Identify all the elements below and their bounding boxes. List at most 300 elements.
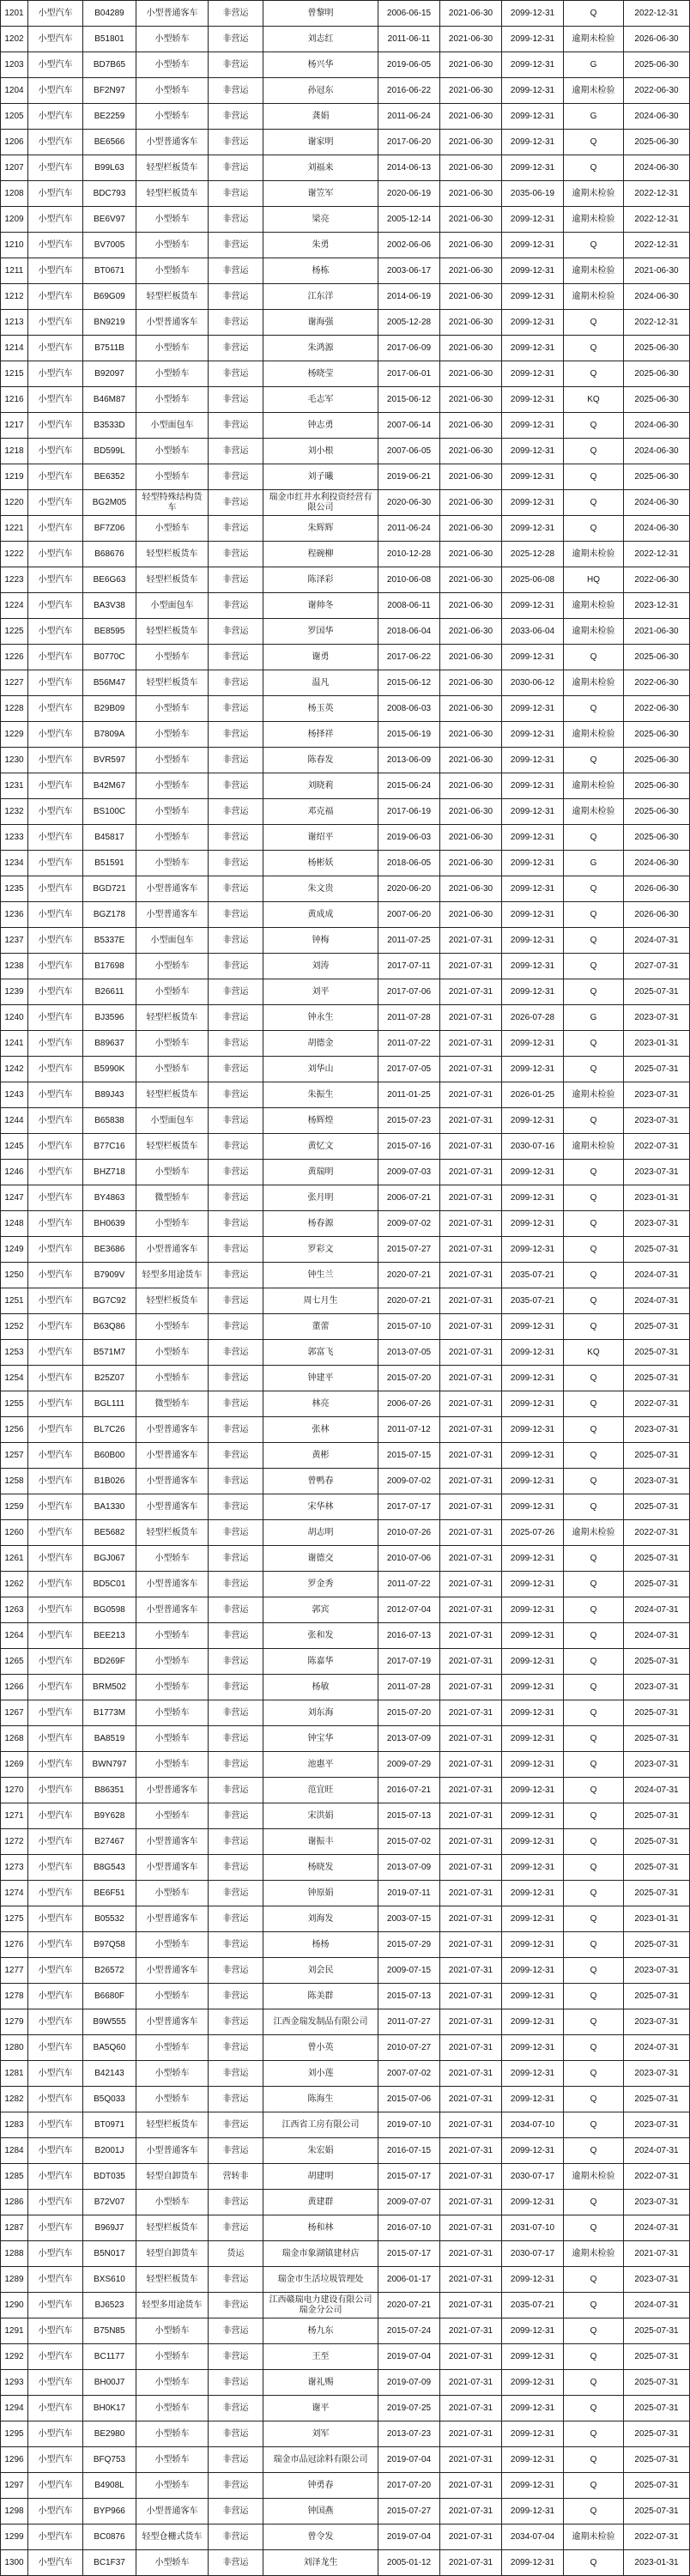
inspection-start-date: 2021-07-31 (440, 1469, 502, 1494)
registration-date: 2019-06-05 (378, 52, 440, 77)
usage-nature: 非营运 (209, 1778, 263, 1803)
vehicle-class: 小型汽车 (28, 439, 83, 464)
registration-date: 2011-07-22 (378, 1031, 440, 1056)
row-index: 1263 (1, 1597, 28, 1622)
owner-name: 杨择祥 (263, 722, 378, 747)
vehicle-class: 小型汽车 (28, 593, 83, 618)
inspection-status: Q (564, 1700, 624, 1725)
registration-date: 2015-06-19 (378, 722, 440, 747)
table-row (1, 1005, 690, 1031)
inspection-status: Q (564, 1649, 624, 1674)
row-index: 1247 (1, 1185, 28, 1210)
inspection-start-date: 2021-07-31 (440, 2318, 502, 2343)
table-row (1, 1906, 690, 1932)
vehicle-type: 小型轿车 (136, 748, 209, 773)
plate-number: BGJ067 (83, 1546, 136, 1571)
registration-date: 2014-06-19 (378, 284, 440, 309)
inspection-valid-until: 2023-07-31 (624, 1160, 690, 1185)
table-row (1, 2061, 690, 2087)
inspection-valid-until: 2027-07-31 (624, 954, 690, 979)
scrap-date: 2026-01-25 (502, 1082, 564, 1107)
usage-nature: 非营运 (209, 1031, 263, 1056)
vehicle-class: 小型汽车 (28, 1417, 83, 1442)
inspection-valid-until: 2024-06-30 (624, 851, 690, 876)
plate-number: BH0639 (83, 1211, 136, 1236)
table-row (1, 2267, 690, 2293)
plate-number: B77C16 (83, 1134, 136, 1159)
owner-name: 杨栋 (263, 258, 378, 283)
scrap-date: 2034-07-04 (502, 2524, 564, 2549)
usage-nature: 非营运 (209, 516, 263, 541)
inspection-status: Q (564, 2421, 624, 2446)
scrap-date: 2099-12-31 (502, 2035, 564, 2060)
row-index: 1249 (1, 1237, 28, 1262)
plate-number: B9Y628 (83, 1803, 136, 1828)
usage-nature: 营转非 (209, 2164, 263, 2189)
vehicle-class: 小型汽车 (28, 1649, 83, 1674)
inspection-status: 逾期未检验 (564, 1520, 624, 1545)
plate-number: B0770C (83, 645, 136, 670)
inspection-valid-until: 2024-07-31 (624, 1778, 690, 1803)
inspection-start-date: 2021-06-30 (440, 361, 502, 386)
plate-number: BG2M05 (83, 490, 136, 515)
plate-number: B97Q58 (83, 1932, 136, 1957)
row-index: 1255 (1, 1391, 28, 1416)
row-index: 1203 (1, 52, 28, 77)
plate-number: BYP966 (83, 2499, 136, 2524)
vehicle-type: 小型普通客车 (136, 902, 209, 927)
plate-number: BE8595 (83, 619, 136, 644)
registration-date: 2019-07-25 (378, 2396, 440, 2421)
table-row (1, 1984, 690, 2009)
inspection-start-date: 2021-06-30 (440, 670, 502, 695)
vehicle-class: 小型汽车 (28, 464, 83, 489)
row-index: 1221 (1, 516, 28, 541)
inspection-start-date: 2021-07-31 (440, 1932, 502, 1957)
vehicle-type: 小型轿车 (136, 258, 209, 283)
inspection-valid-until: 2025-07-31 (624, 2421, 690, 2446)
table-row (1, 2499, 690, 2524)
owner-name: 张月明 (263, 1185, 378, 1210)
usage-nature: 非营运 (209, 1263, 263, 1288)
registration-date: 2015-07-17 (378, 2164, 440, 2189)
registration-date: 2015-07-06 (378, 2087, 440, 2112)
inspection-valid-until: 2023-07-31 (624, 2061, 690, 2086)
inspection-status: Q (564, 310, 624, 335)
table-row (1, 490, 690, 516)
registration-date: 2015-07-13 (378, 1803, 440, 1828)
vehicle-type: 轻型仓栅式货车 (136, 2524, 209, 2549)
inspection-valid-until: 2023-07-31 (624, 1675, 690, 1700)
inspection-status: Q (564, 1237, 624, 1262)
usage-nature: 非营运 (209, 902, 263, 927)
inspection-status: KQ (564, 1340, 624, 1365)
scrap-date: 2099-12-31 (502, 954, 564, 979)
table-row (1, 954, 690, 979)
registration-date: 2010-06-08 (378, 567, 440, 592)
usage-nature: 非营运 (209, 130, 263, 155)
inspection-start-date: 2021-07-31 (440, 2473, 502, 2498)
usage-nature: 非营运 (209, 1932, 263, 1957)
inspection-valid-until: 2024-06-30 (624, 439, 690, 464)
plate-number: BE6V97 (83, 207, 136, 232)
inspection-valid-until: 2025-07-31 (624, 2447, 690, 2472)
table-row (1, 1237, 690, 1263)
usage-nature: 非营运 (209, 1160, 263, 1185)
scrap-date: 2034-07-10 (502, 2112, 564, 2137)
plate-number: B65838 (83, 1108, 136, 1133)
usage-nature: 非营运 (209, 78, 263, 103)
owner-name: 杨九东 (263, 2318, 378, 2343)
vehicle-class: 小型汽车 (28, 1700, 83, 1725)
plate-number: BD599L (83, 439, 136, 464)
vehicle-class: 小型汽车 (28, 130, 83, 155)
scrap-date: 2099-12-31 (502, 1623, 564, 1648)
inspection-start-date: 2021-07-31 (440, 1649, 502, 1674)
inspection-status: Q (564, 2550, 624, 2575)
registration-date: 2016-07-10 (378, 2215, 440, 2240)
table-row (1, 799, 690, 825)
usage-nature: 非营运 (209, 696, 263, 721)
vehicle-type: 小型面包车 (136, 413, 209, 438)
plate-number: B25Z07 (83, 1366, 136, 1391)
plate-number: B46M87 (83, 387, 136, 412)
usage-nature: 非营运 (209, 2344, 263, 2369)
registration-date: 2013-07-05 (378, 1340, 440, 1365)
plate-number: BDT035 (83, 2164, 136, 2189)
row-index: 1225 (1, 619, 28, 644)
row-index: 1284 (1, 2138, 28, 2163)
usage-nature: 非营运 (209, 2370, 263, 2395)
usage-nature: 非营运 (209, 2112, 263, 2137)
inspection-status: Q (564, 954, 624, 979)
plate-number: B7511B (83, 336, 136, 361)
vehicle-type: 小型普通客车 (136, 2499, 209, 2524)
scrap-date: 2030-06-12 (502, 670, 564, 695)
vehicle-class: 小型汽车 (28, 928, 83, 953)
inspection-status: Q (564, 2473, 624, 2498)
registration-date: 2005-12-14 (378, 207, 440, 232)
usage-nature: 非营运 (209, 464, 263, 489)
owner-name: 范宜旺 (263, 1778, 378, 1803)
scrap-date: 2099-12-31 (502, 1391, 564, 1416)
owner-name: 郭宾 (263, 1597, 378, 1622)
inspection-valid-until: 2022-12-31 (624, 207, 690, 232)
inspection-valid-until: 2024-07-31 (624, 2138, 690, 2163)
inspection-status: Q (564, 1752, 624, 1777)
row-index: 1294 (1, 2396, 28, 2421)
registration-date: 2003-06-17 (378, 258, 440, 283)
row-index: 1258 (1, 1469, 28, 1494)
table-row (1, 851, 690, 876)
inspection-status: Q (564, 2370, 624, 2395)
inspection-start-date: 2021-07-31 (440, 1623, 502, 1648)
inspection-start-date: 2021-06-30 (440, 773, 502, 798)
vehicle-class: 小型汽车 (28, 336, 83, 361)
inspection-valid-until: 2025-06-30 (624, 52, 690, 77)
vehicle-type: 小型轿车 (136, 52, 209, 77)
row-index: 1276 (1, 1932, 28, 1957)
inspection-start-date: 2021-07-31 (440, 1057, 502, 1082)
usage-nature: 非营运 (209, 155, 263, 180)
registration-date: 2014-06-13 (378, 155, 440, 180)
row-index: 1223 (1, 567, 28, 592)
registration-date: 2009-07-15 (378, 1958, 440, 1983)
plate-number: B3533D (83, 413, 136, 438)
row-index: 1269 (1, 1752, 28, 1777)
vehicle-type: 小型轿车 (136, 207, 209, 232)
vehicle-type: 小型轿车 (136, 2550, 209, 2575)
row-index: 1260 (1, 1520, 28, 1545)
vehicle-type: 小型轿车 (136, 722, 209, 747)
owner-name: 黄建群 (263, 2190, 378, 2215)
registration-date: 2019-07-10 (378, 2112, 440, 2137)
row-index: 1231 (1, 773, 28, 798)
inspection-valid-until: 2023-07-31 (624, 2112, 690, 2137)
usage-nature: 非营运 (209, 619, 263, 644)
usage-nature: 非营运 (209, 773, 263, 798)
usage-nature: 非营运 (209, 181, 263, 206)
usage-nature: 非营运 (209, 954, 263, 979)
inspection-valid-until: 2023-01-31 (624, 2550, 690, 2575)
registration-date: 2016-07-15 (378, 2138, 440, 2163)
vehicle-type: 小型普通客车 (136, 1829, 209, 1854)
scrap-date: 2099-12-31 (502, 748, 564, 773)
inspection-status: Q (564, 1597, 624, 1622)
vehicle-type: 小型轿车 (136, 2318, 209, 2343)
registration-date: 2011-01-25 (378, 1082, 440, 1107)
inspection-start-date: 2021-07-31 (440, 2396, 502, 2421)
plate-number: B42M67 (83, 773, 136, 798)
owner-name: 钟勇春 (263, 2473, 378, 2498)
inspection-status: Q (564, 516, 624, 541)
usage-nature: 货运 (209, 2241, 263, 2266)
inspection-status: Q (564, 2061, 624, 2086)
row-index: 1226 (1, 645, 28, 670)
registration-date: 2015-06-24 (378, 773, 440, 798)
vehicle-class: 小型汽车 (28, 1958, 83, 1983)
scrap-date: 2099-12-31 (502, 1803, 564, 1828)
usage-nature: 非营运 (209, 52, 263, 77)
inspection-valid-until: 2025-06-30 (624, 464, 690, 489)
owner-name: 钟梅 (263, 928, 378, 953)
row-index: 1232 (1, 799, 28, 824)
inspection-valid-until: 2025-06-30 (624, 799, 690, 824)
registration-date: 2009-07-29 (378, 1752, 440, 1777)
inspection-start-date: 2021-06-30 (440, 645, 502, 670)
inspection-status: Q (564, 1031, 624, 1056)
registration-date: 2003-07-15 (378, 1906, 440, 1931)
inspection-start-date: 2021-07-31 (440, 2009, 502, 2034)
usage-nature: 非营运 (209, 310, 263, 335)
inspection-valid-until: 2022-12-31 (624, 542, 690, 567)
inspection-status: 逾期未检验 (564, 207, 624, 232)
inspection-status: Q (564, 748, 624, 773)
registration-date: 2011-06-11 (378, 27, 440, 52)
usage-nature: 非营运 (209, 1546, 263, 1571)
usage-nature: 非营运 (209, 1082, 263, 1107)
row-index: 1201 (1, 1, 28, 26)
scrap-date: 2099-12-31 (502, 258, 564, 283)
table-row (1, 207, 690, 233)
inspection-valid-until: 2025-07-31 (624, 1932, 690, 1957)
registration-date: 2019-07-04 (378, 2344, 440, 2369)
registration-date: 2013-07-23 (378, 2421, 440, 2446)
inspection-valid-until: 2023-01-31 (624, 1031, 690, 1056)
inspection-start-date: 2021-07-31 (440, 2267, 502, 2292)
row-index: 1275 (1, 1906, 28, 1931)
plate-number: BY4863 (83, 1185, 136, 1210)
vehicle-class: 小型汽车 (28, 233, 83, 258)
table-row (1, 2190, 690, 2215)
usage-nature: 非营运 (209, 1597, 263, 1622)
inspection-start-date: 2021-06-30 (440, 258, 502, 283)
registration-date: 2019-07-09 (378, 2370, 440, 2395)
inspection-valid-until: 2025-07-31 (624, 1572, 690, 1597)
row-index: 1240 (1, 1005, 28, 1030)
vehicle-class: 小型汽车 (28, 2524, 83, 2549)
usage-nature: 非营运 (209, 1057, 263, 1082)
usage-nature: 非营运 (209, 1211, 263, 1236)
vehicle-type: 轻型栏板货车 (136, 619, 209, 644)
owner-name: 黄瑞明 (263, 1160, 378, 1185)
inspection-valid-until: 2025-06-30 (624, 387, 690, 412)
scrap-date: 2099-12-31 (502, 2009, 564, 2034)
inspection-valid-until: 2025-07-31 (624, 1649, 690, 1674)
table-row (1, 1443, 690, 1469)
inspection-status: Q (564, 1855, 624, 1880)
scrap-date: 2099-12-31 (502, 979, 564, 1004)
vehicle-class: 小型汽车 (28, 2421, 83, 2446)
vehicle-type: 小型轿车 (136, 1057, 209, 1082)
inspection-valid-until: 2024-06-30 (624, 413, 690, 438)
scrap-date: 2099-12-31 (502, 130, 564, 155)
vehicle-class: 小型汽车 (28, 2550, 83, 2575)
inspection-start-date: 2021-06-30 (440, 27, 502, 52)
table-row (1, 2447, 690, 2473)
owner-name: 杨辉煌 (263, 1108, 378, 1133)
usage-nature: 非营运 (209, 1726, 263, 1751)
inspection-valid-until: 2025-07-31 (624, 1829, 690, 1854)
plate-number: B26611 (83, 979, 136, 1004)
scrap-date: 2099-12-31 (502, 1366, 564, 1391)
row-index: 1210 (1, 233, 28, 258)
vehicle-type: 小型轿车 (136, 825, 209, 850)
owner-name: 刘军 (263, 2421, 378, 2446)
vehicle-class: 小型汽车 (28, 2241, 83, 2266)
plate-number: BA5Q60 (83, 2035, 136, 2060)
row-index: 1281 (1, 2061, 28, 2086)
vehicle-type: 小型轿车 (136, 1803, 209, 1828)
scrap-date: 2099-12-31 (502, 851, 564, 876)
scrap-date: 2099-12-31 (502, 27, 564, 52)
vehicle-type: 小型轿车 (136, 799, 209, 824)
vehicle-type: 小型轿车 (136, 954, 209, 979)
registration-date: 2009-07-02 (378, 1211, 440, 1236)
vehicle-type: 小型轿车 (136, 1314, 209, 1339)
vehicle-class: 小型汽车 (28, 1984, 83, 2009)
vehicle-class: 小型汽车 (28, 2138, 83, 2163)
vehicle-type: 小型轿车 (136, 773, 209, 798)
scrap-date: 2025-06-08 (502, 567, 564, 592)
plate-number: B9W555 (83, 2009, 136, 2034)
table-row (1, 2293, 690, 2318)
scrap-date: 2099-12-31 (502, 1185, 564, 1210)
scrap-date: 2099-12-31 (502, 1675, 564, 1700)
owner-name: 毛志军 (263, 387, 378, 412)
inspection-valid-until: 2025-06-30 (624, 645, 690, 670)
row-index: 1239 (1, 979, 28, 1004)
usage-nature: 非营运 (209, 2087, 263, 2112)
owner-name: 池惠平 (263, 1752, 378, 1777)
vehicle-class: 小型汽车 (28, 387, 83, 412)
inspection-valid-until: 2023-07-31 (624, 1108, 690, 1133)
registration-date: 2020-07-21 (378, 2293, 440, 2318)
usage-nature: 非营运 (209, 2550, 263, 2575)
plate-number: BD7B65 (83, 52, 136, 77)
usage-nature: 非营运 (209, 1185, 263, 1210)
inspection-valid-until: 2024-07-31 (624, 2215, 690, 2240)
inspection-valid-until: 2025-07-31 (624, 1881, 690, 1906)
registration-date: 2006-07-26 (378, 1391, 440, 1416)
registration-date: 2010-12-28 (378, 542, 440, 567)
registration-date: 2009-07-03 (378, 1160, 440, 1185)
plate-number: BGD721 (83, 876, 136, 901)
table-row (1, 413, 690, 439)
table-row (1, 1314, 690, 1340)
table-row (1, 2550, 690, 2576)
row-index: 1219 (1, 464, 28, 489)
registration-date: 2015-07-13 (378, 1984, 440, 2009)
registration-date: 2011-07-22 (378, 1572, 440, 1597)
row-index: 1235 (1, 876, 28, 901)
usage-nature: 非营运 (209, 1855, 263, 1880)
inspection-valid-until: 2025-07-31 (624, 2344, 690, 2369)
vehicle-class: 小型汽车 (28, 1443, 83, 1468)
row-index: 1244 (1, 1108, 28, 1133)
inspection-status: Q (564, 464, 624, 489)
inspection-status: Q (564, 2396, 624, 2421)
inspection-status: Q (564, 1211, 624, 1236)
owner-name: 邓克福 (263, 799, 378, 824)
registration-date: 2006-06-15 (378, 1, 440, 26)
vehicle-type: 小型普通客车 (136, 1494, 209, 1519)
plate-number: B1773M (83, 1700, 136, 1725)
row-index: 1252 (1, 1314, 28, 1339)
table-row (1, 1855, 690, 1881)
plate-number: BE3686 (83, 1237, 136, 1262)
scrap-date: 2099-12-31 (502, 902, 564, 927)
table-row (1, 2473, 690, 2499)
vehicle-class: 小型汽车 (28, 2473, 83, 2498)
row-index: 1216 (1, 387, 28, 412)
row-index: 1222 (1, 542, 28, 567)
scrap-date: 2099-12-31 (502, 722, 564, 747)
usage-nature: 非营运 (209, 1108, 263, 1133)
vehicle-class: 小型汽车 (28, 2318, 83, 2343)
inspection-valid-until: 2025-07-31 (624, 1984, 690, 2009)
registration-date: 2015-07-15 (378, 1443, 440, 1468)
inspection-start-date: 2021-06-30 (440, 1, 502, 26)
inspection-status: Q (564, 439, 624, 464)
row-index: 1271 (1, 1803, 28, 1828)
inspection-valid-until: 2022-06-30 (624, 78, 690, 103)
vehicle-class: 小型汽车 (28, 748, 83, 773)
table-row (1, 1469, 690, 1494)
vehicle-type: 轻型栏板货车 (136, 284, 209, 309)
table-row (1, 1829, 690, 1855)
scrap-date: 2099-12-31 (502, 1932, 564, 1957)
